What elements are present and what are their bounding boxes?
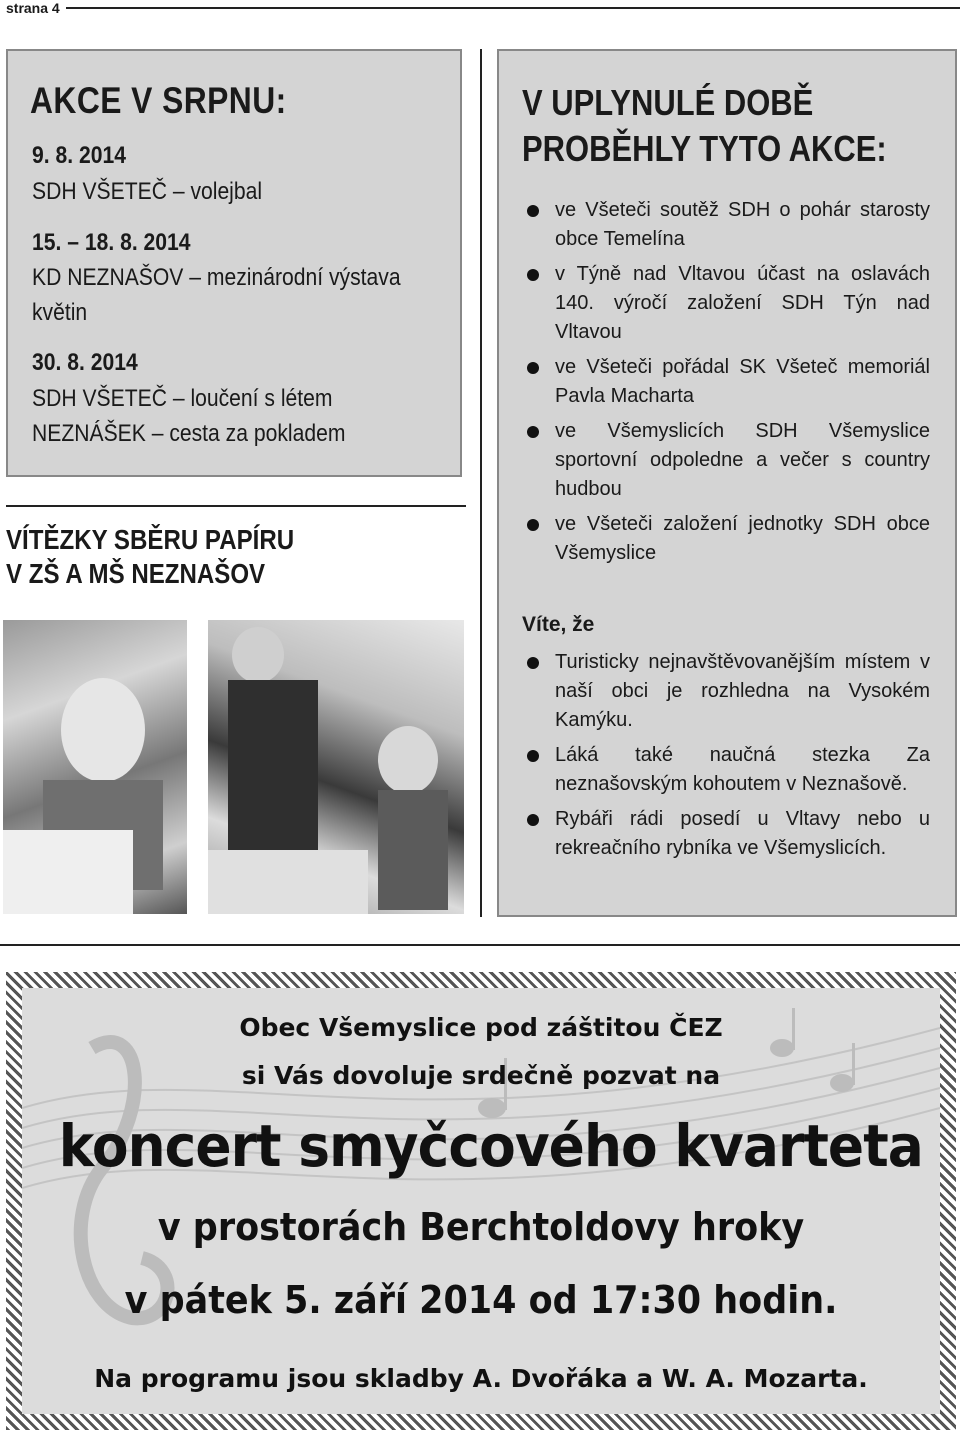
bullet-icon [527,205,539,217]
photo-placeholder-shapes [208,620,464,914]
bullet-icon [527,269,539,281]
invitation-line: si Vás dovoluje srdečně pozvat na [241,1061,721,1090]
title-line: V UPLYNULÉ DOBĚ [522,82,814,123]
did-you-know-list [522,648,930,869]
section-rule [6,505,466,507]
photo-weighing-paper [208,620,464,914]
invitation-line: Obec Všemyslice pod záštitou ČEZ [239,1013,723,1042]
list-item: Láká také naučná stezka Za neznašovským kohoutem v Neznašově. [522,741,930,799]
event-text: SDH VŠETEČ – loučení s létem [32,385,333,412]
title-line: PROBĚHLY TYTO AKCE: [522,128,887,169]
did-you-know-heading: Víte, že [522,613,595,636]
event-text: květin [32,299,88,326]
event-date: 30. 8. 2014 [32,349,138,376]
paper-collection-winners-heading [6,523,294,591]
bullet-icon [527,519,539,531]
event-text: NEZNÁŠEK – cesta za pokladem [32,420,346,447]
heading-line: V ZŠ A MŠ NEZNAŠOV [6,558,266,589]
list-item: Turisticky nejnavštěvovanějším místem v naší obci je rozhledna na Vysokém Kamýku. [522,648,930,735]
event-text: SDH VŠETEČ – volejbal [32,178,263,205]
bullet-icon [527,657,539,669]
music-notes-decoration [22,988,940,1414]
program-line: Na programu jsou skladby A. Dvořáka a W. A. Mozarta. [94,1364,868,1393]
section-rule [0,944,960,946]
past-events-list [522,196,930,574]
list-item: v Týně nad Vltavou účast na oslavách 140. výročí založení SDH Týn nad Vltavou [522,260,930,347]
photo-placeholder-shapes [3,620,187,914]
event-date: 15. – 18. 8. 2014 [32,229,191,256]
page-number-label: strana 4 [6,0,60,16]
bullet-icon [527,426,539,438]
event-text: KD NEZNAŠOV – mezinárodní výstava [32,264,401,291]
past-events-title [522,80,887,172]
list-item: ve Všeteči založení jednotky SDH obce Všemyslice [522,510,930,568]
bullet-icon [527,814,539,826]
list-item: ve Všeteči pořádal SK Všeteč memoriál Pavla Macharta [522,353,930,411]
event-date: 9. 8. 2014 [32,142,126,169]
list-item: ve Všeteči soutěž SDH o pohár starosty obce Temelína [522,196,930,254]
bullet-icon [527,750,539,762]
heading-line: VÍTĚZKY SBĚRU PAPÍRU [6,524,295,555]
bullet-icon [527,362,539,374]
column-divider [480,49,482,917]
venue-line: v prostorách Berchtoldovy hroky [157,1205,805,1249]
august-events-title: AKCE V SRPNU: [30,80,287,121]
list-item: Rybáři rádi posedí u Vltavy nebo u rekreačního rybníka ve Všemyslicích. [522,805,930,863]
list-item: ve Všemyslicích SDH Všemyslice sportovní odpoledne a večer s country hudbou [522,417,930,504]
date-line: v pátek 5. září 2014 od 17:30 hodin. [124,1278,838,1322]
photo-girl-with-paper [3,620,187,914]
concert-title: koncert smyčcového kvarteta [58,1112,923,1180]
header-rule [66,7,960,9]
